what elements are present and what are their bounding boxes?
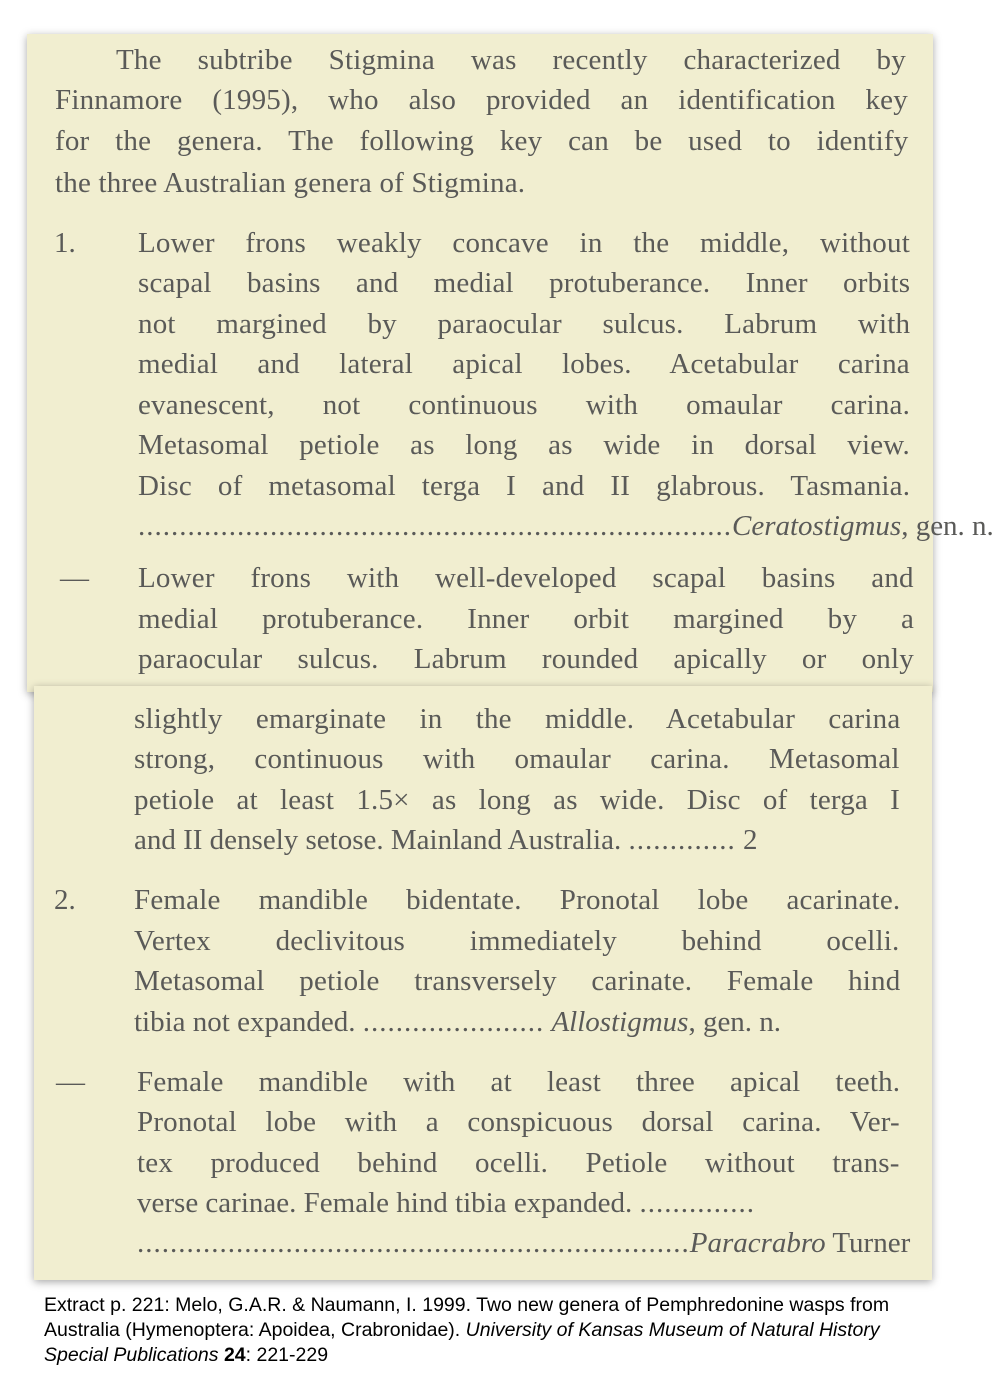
intro-line: The subtribe Stigmina was recently characterized by: [116, 44, 906, 76]
couplet-result-line: [134, 824, 900, 856]
volume-number: 24: [223, 1344, 246, 1366]
leader-dots: ...................................................................: [137, 1227, 690, 1259]
genus-name: Ceratostigmus: [732, 510, 902, 542]
genus-name: Paracrabro: [689, 1227, 826, 1259]
couplet-result-line: [134, 1006, 900, 1038]
couplet-line: scapal basins and medial protuberance. Inner orbits: [138, 267, 911, 299]
genus-suffix: , gen. n.: [901, 510, 994, 542]
couplet-line: Disc of metasomal terga I and II glabrous. Tasmania.: [138, 470, 911, 502]
couplet-line: Metasomal petiole transversely carinate. Female hind: [134, 965, 901, 997]
scan-fragment-top: [27, 34, 994, 692]
couplet-line: medial protuberance. Inner orbit margined by a: [138, 603, 915, 635]
couplet-line: Pronotal lobe with a conspicuous dorsal carina. Ver-: [137, 1106, 900, 1138]
couplet-alt-marker: —: [56, 1066, 85, 1098]
scan-fragment-bottom: [34, 686, 932, 1280]
couplet-line: tibia not expanded.: [134, 1006, 356, 1038]
couplet-result-line: [137, 1227, 911, 1259]
couplet-line: Female mandible with at least three apical teeth.: [137, 1066, 901, 1098]
journal-title: University of Kansas Museum of Natural History Special Publications: [44, 1319, 880, 1366]
couplet-line: Lower frons weakly concave in the middle, without: [138, 227, 910, 259]
leader-dots: ......................: [362, 1006, 545, 1038]
couplet-line: verse carinae. Female hind tibia expanded.: [137, 1187, 633, 1219]
genus-name: Allostigmus: [551, 1006, 689, 1038]
couplet-line: slightly emarginate in the middle. Acetabular carina: [134, 703, 901, 735]
citation-text: Extract p. 221: Melo, G.A.R. & Naumann, I. 1999. Two new genera of Pemphredonine wasps from Australia (Hymenoptera: Apoidea, Crabronidae).: [44, 1294, 894, 1341]
couplet-line: Metasomal petiole as long as wide in dorsal view.: [138, 429, 910, 461]
couplet-line: not margined by paraocular sulcus. Labrum with: [138, 308, 911, 340]
couplet-line: Female mandible bidentate. Pronotal lobe acarinate.: [134, 884, 901, 916]
couplet-alt-marker: —: [60, 562, 89, 594]
couplet-line: and II densely setose. Mainland Australia.: [134, 824, 622, 856]
couplet-line: petiole at least 1.5× as long as wide. Disc of terga I: [134, 784, 901, 816]
couplet-line-with-dots: [137, 1187, 900, 1219]
page-range: : 221-229: [245, 1344, 329, 1366]
leader-dots: ..............: [639, 1187, 755, 1219]
couplet-result-line: [138, 510, 994, 542]
couplet-lead: 2: [743, 824, 758, 856]
intro-line: for the genera. The following key can be used to identify: [55, 125, 909, 157]
couplet-number: 1.: [54, 227, 76, 259]
couplet-line: paraocular sulcus. Labrum rounded apically or only: [138, 643, 914, 675]
leader-dots: ........................................................................: [138, 510, 732, 542]
couplet-line: strong, continuous with omaular carina. Metasomal: [134, 743, 900, 775]
couplet-line: Lower frons with well-developed scapal basins and: [138, 562, 914, 594]
couplet-line: medial and lateral apical lobes. Acetabular carina: [138, 348, 910, 380]
couplet-line: tex produced behind ocelli. Petiole without trans-: [137, 1147, 900, 1179]
genus-suffix: Turner: [825, 1227, 911, 1259]
leader-dots: .............: [628, 824, 736, 856]
citation-caption: [44, 1293, 924, 1368]
couplet-line: Vertex declivitous immediately behind ocelli.: [134, 925, 900, 957]
couplet-line: evanescent, not continuous with omaular carina.: [138, 389, 911, 421]
intro-line: Finnamore (1995), who also provided an identification key: [55, 84, 908, 116]
genus-suffix: , gen. n.: [688, 1006, 782, 1038]
intro-line: the three Australian genera of Stigmina.: [55, 167, 526, 199]
couplet-number: 2.: [54, 884, 76, 916]
